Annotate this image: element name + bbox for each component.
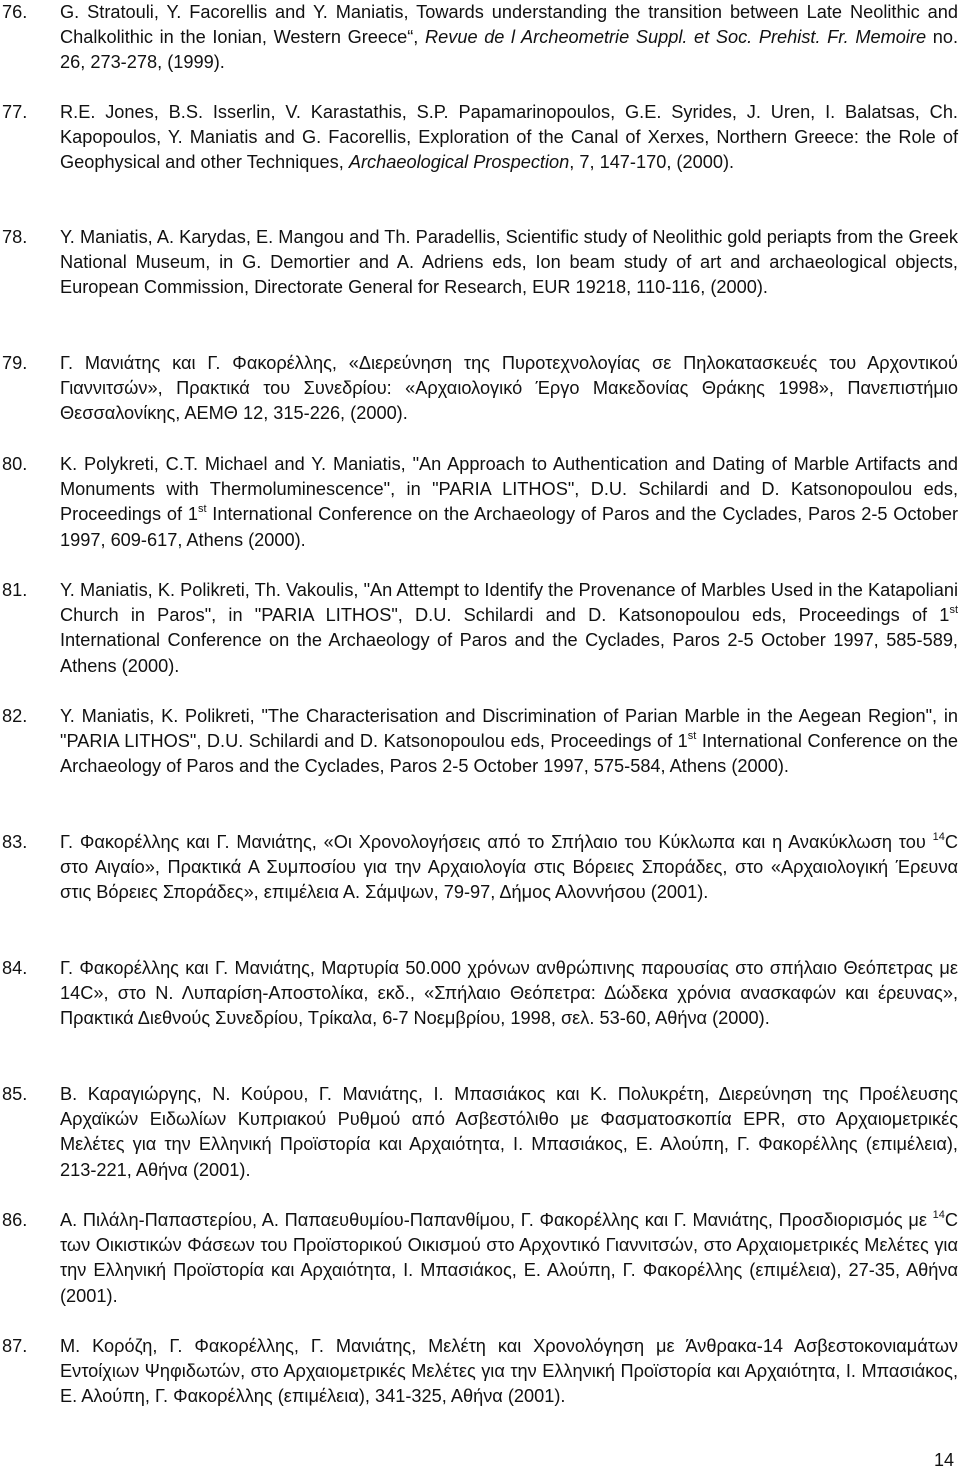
text-run: Y. Maniatis, A. Karydas, E. Mangou and Th. Paradellis, Scientific study of Neolithic gold periapts from the Greek National Museum, in G. Demortier and A. Adriens eds, Ion beam study of art and archaeological objects, European Commission, Directorate General for Research, EUR 19218, 110-116, (2000).: [60, 227, 958, 298]
text-run: Γ. Φακορέλλης και Γ. Μανιάτης, Μαρτυρία 50.000 χρόνων ανθρώπινης παρουσίας στο σπήλαιο Θεόπετρας με 14C», στο Ν. Λυπαρίση-Αποστολίκα, εκδ., «Σπήλαιο Θεόπετρα: Δώδεκα χρόνια ανασκαφών και έρευνας», Πρακτικά Διεθνούς Συνεδρίου, Τρίκαλα, 6-7 Νοεμβρίου, 1998, σελ. 53-60, Αθήνα (2000).: [60, 958, 958, 1029]
reference-text: [60, 578, 958, 679]
reference-text: [60, 1208, 958, 1309]
reference-item: [2, 1334, 958, 1410]
reference-text: [60, 1082, 958, 1183]
superscript: st: [197, 503, 207, 516]
reference-item: [2, 351, 958, 427]
reference-number: 78.: [2, 227, 28, 247]
reference-number: 84.: [2, 958, 28, 978]
reference-number: 77.: [2, 102, 28, 122]
text-run: C των Οικιστικών Φάσεων του Προϊστορικού Οικισμού στο Αρχοντικό Γιαννιτσών, στο Αρχαιομετρικές Μελέτες για την Ελληνική Προϊστορία και Αρχαιότητα, Ι. Μπασιάκος, Ε. Αλούπη, Γ. Φακορέλλης (επιμέλεια), 27-35, Αθήνα (2001).: [60, 1210, 958, 1306]
text-run: International Conference on the Archaeology of Paros and the Cyclades, Paros 2-5 October 1997, 575-584, Athens (2000).: [60, 731, 959, 777]
text-run: Y. Maniatis, K. Polikreti, Th. Vakoulis, "An Attempt to Identify the Provenance of Marbles Used in the Katapoliani Church in Paros", in "PARIA LITHOS", D.U. Schilardi and D. Katsonopoulou eds, Proceedings of 1: [60, 580, 958, 626]
text-run: K. Polykreti, C.T. Michael and Y. Maniatis, "An Approach to Authentication and Dating of Marble Artifacts and Monuments with Thermoluminescence", in "PARIA LITHOS", D.U. Schilardi and D. Katsonopoulou eds, Proceedings of 1: [60, 454, 958, 525]
text-run: Μ. Κορόζη, Γ. Φακορέλλης, Γ. Μανιάτης, Μελέτη και Χρονολόγηση με Άνθρακα-14 Ασβεστοκονιαμάτων Εντοίχιων Ψηφιδωτών, στο Αρχαιομετρικές Μελέτες για την Ελληνική Προϊστορία και Αρχαιότητα, Ι. Μπασιάκος, Ε. Αλούπη, Γ. Φακορέλλης (επιμέλεια), 341-325, Αθήνα (2001).: [60, 1336, 958, 1407]
reference-number: 82.: [2, 706, 28, 726]
text-run: Β. Καραγιώργης, Ν. Κούρου, Γ. Μανιάτης, Ι. Μπασιάκος και Κ. Πολυκρέτη, Διερεύνηση της Προέλευσης Αρχαϊκών Ειδωλίων Κυπριακού Ρυθμού από Ασβεστόλιθο με Φασματοσκοπία EPR, στο Αρχαιομετρικές Μελέτες για την Ελληνική Προϊστορία και Αρχαιότητα, Ι. Μπασιάκος, Ε. Αλούπη, Γ. Φακορέλλης (επιμέλεια), 213-221, Αθήνα (2001).: [60, 1084, 958, 1180]
reference-item: [2, 704, 958, 780]
reference-text: [60, 100, 958, 176]
reference-item: [2, 830, 958, 906]
reference-item: [2, 100, 958, 176]
superscript: 14: [932, 830, 945, 843]
reference-item: [2, 578, 958, 679]
reference-number: 76.: [2, 2, 28, 22]
reference-text: [60, 0, 958, 76]
superscript: st: [949, 604, 958, 617]
reference-text: [60, 225, 958, 301]
reference-text: [60, 351, 958, 427]
reference-text: [60, 1334, 958, 1410]
text-run: Α. Πιλάλη-Παπαστερίου, Α. Παπαευθυμίου-Παπανθίμου, Γ. Φακορέλλης και Γ. Μανιάτης, Προσδιορισμός με: [60, 1210, 933, 1230]
reference-item: [2, 0, 958, 76]
italic-title: Revue de l Archeometrie Suppl. et Soc. Prehist. Fr. Memoire: [424, 27, 927, 48]
italic-title: Archaeological Prospection: [348, 152, 570, 173]
text-run: Y. Maniatis, K. Polikreti, "The Characterisation and Discrimination of Parian Marble in the Aegean Region", in "PARIA LITHOS", D.U. Schilardi and D. Katsonopoulou eds, Proceedings of 1: [60, 706, 958, 752]
reference-number: 87.: [2, 1336, 28, 1356]
reference-number: 79.: [2, 353, 28, 373]
text-run: G. Stratouli, Y. Facorellis and Y. Maniatis, Towards understanding the transition between Late Neolithic and Chalkolithic in the Ionian, Western Greece“,: [60, 2, 958, 48]
reference-item: [2, 225, 958, 301]
text-run: Γ. Φακορέλλης και Γ. Μανιάτης, «Οι Χρονολογήσεις από το Σπήλαιο του Κύκλωπα και η Ανακύκλωση του: [60, 832, 933, 852]
reference-item: [2, 1208, 958, 1309]
reference-number: 86.: [2, 1210, 28, 1230]
text-run: R.E. Jones, B.S. Isserlin, V. Karastathis, S.P. Papamarinopoulos, G.E. Syrides, J. Uren, I. Balatsas, Ch. Kapopoulos, Y. Maniatis and G. Facorellis, Exploration of the Canal of Xerxes, Northern Greece: the Role of Geophysical and other Techniques,: [60, 102, 958, 173]
text-run: C στο Αιγαίο», Πρακτικά Α Συμποσίου για την Αρχαιολογία στις Βόρειες Σποράδες, στο «Αρχαιολογική Έρευνα στις Βόρειες Σποράδες», επιμέλεια Α. Σάμψων, 79-97, Δήμος Αλοννήσου (2001).: [60, 832, 958, 903]
text-run: Γ. Μανιάτης και Γ. Φακορέλλης, «Διερεύνηση της Πυροτεχνολογίας σε Πηλοκατασκευές του Αρχοντικού Γιαννιτσών», Πρακτικά του Συνεδρίου: «Αρχαιολογικό Έργο Μακεδονίας Θράκης 1998», Πανεπιστήμιο Θεσσαλονίκης, ΑΕΜΘ 12, 315-226, (2000).: [60, 353, 958, 424]
text-run: , 7, 147-170, (2000).: [569, 152, 735, 173]
reference-text: [60, 956, 958, 1032]
text-run: International Conference on the Archaeology of Paros and the Cyclades, Paros 2-5 October 1997, 609-617, Athens (2000).: [60, 504, 959, 550]
reference-item: [2, 1082, 958, 1183]
reference-item: [2, 956, 958, 1032]
text-run: International Conference on the Archaeology of Paros and the Cyclades, Paros 2-5 October 1997, 585-589, Athens (2000).: [60, 630, 958, 676]
reference-item: [2, 452, 958, 553]
reference-text: [60, 704, 958, 780]
superscript: st: [687, 730, 697, 743]
reference-number: 80.: [2, 454, 28, 474]
reference-number: 85.: [2, 1084, 28, 1104]
reference-number: 81.: [2, 580, 28, 600]
reference-number: 83.: [2, 832, 28, 852]
reference-text: [60, 452, 958, 553]
text-run: no. 26, 273-278, (1999).: [60, 27, 958, 73]
reference-text: [60, 830, 958, 906]
page-number: 14: [933, 1450, 954, 1470]
superscript: 14: [932, 1208, 945, 1221]
